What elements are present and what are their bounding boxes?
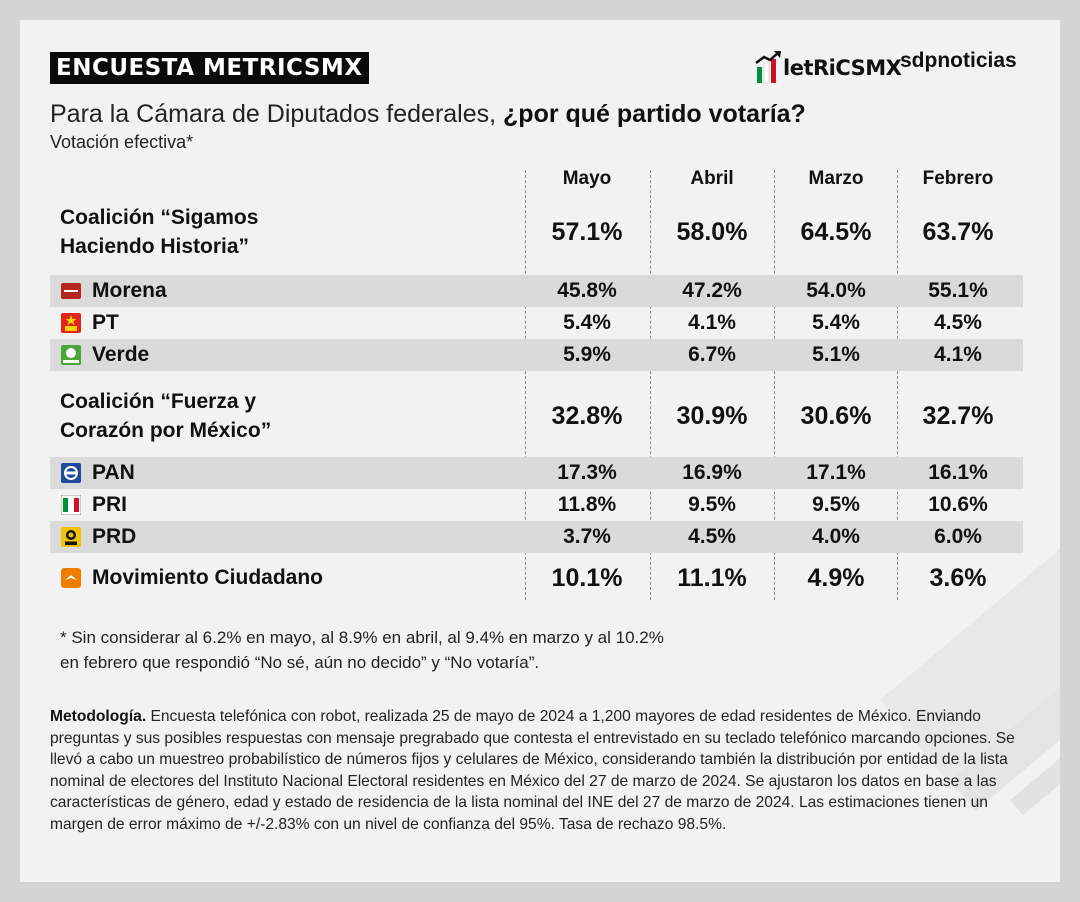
value-marzo: 4.9% [807,564,865,592]
value-marzo: 5.1% [812,343,860,366]
value-mayo: 45.8% [557,279,617,302]
coalition-label-line: Haciendo Historia” [60,235,250,258]
value-abril: 11.1% [677,564,747,592]
pri-icon [61,495,81,515]
coalition-row [50,202,1023,262]
party-label: PRI [92,493,128,516]
value-febrero: 55.1% [928,279,988,302]
page-title [50,100,806,129]
value-febrero: 6.0% [934,525,982,548]
value-abril: 58.0% [676,218,748,246]
value-febrero: 10.6% [928,493,988,516]
coalition-label [60,202,258,262]
value-marzo: 17.1% [806,461,866,484]
value-marzo: 54.0% [806,279,866,302]
column-header-abril: Abril [690,168,734,189]
column-header-marzo: Marzo [808,168,864,189]
party-label: PAN [92,461,135,484]
methodology-label: Metodología. [50,708,147,725]
prd-icon [61,527,81,547]
coalition-label-line: Coalición “Sigamos [60,206,259,229]
value-mayo: 3.7% [563,525,611,548]
value-febrero: 3.6% [929,564,987,592]
party-row [50,561,1023,595]
party-label: Morena [92,279,167,302]
value-abril: 4.5% [688,525,736,548]
value-abril: 16.9% [682,461,742,484]
value-marzo: 9.5% [812,493,860,516]
party-label: Movimiento Ciudadano [92,566,323,589]
coalition-label [60,386,271,446]
verde-icon [61,345,81,365]
value-abril: 30.9% [676,402,748,430]
poll-card [20,20,1060,882]
footnote-line: en febrero que respondió “No sé, aún no decido” y “No votaría”. [60,653,540,672]
value-marzo: 64.5% [800,218,872,246]
party-row [50,521,1023,553]
value-mayo: 17.3% [557,461,617,484]
value-abril: 47.2% [682,279,742,302]
value-abril: 6.7% [688,343,736,366]
party-row [50,339,1023,371]
methodology-text: Encuesta telefónica con robot, realizada 25 de mayo de 2024 a 1,200 mayores de edad residentes de México. Enviando preguntas y sus posibles respuestas con mensaje pregrabado que contesta el entrevistado en su teclado telefónico marcando opciones. Se llevó a cabo un muestreo probabilístico de números fijos y celulares de México, considerando también la distribución por entidad de la lista nominal de electores del Instituto Nacional Electoral residentes en México del 27 de marzo de 2024. Se ajustaron los datos en base a las características de género, edad y estado de residencia de la lista nominal del INE del 27 de marzo de 2024. Las estimaciones tienen un margen de error máximo de +/-2.83% con un nivel de confianza del 95%. Tasa de rechazo 98.5%. [50,708,1015,833]
metricsmx-logo [755,50,901,86]
value-febrero: 63.7% [922,218,994,246]
pan-icon [61,463,81,483]
value-mayo: 32.8% [551,402,623,430]
coalition-label-line: Corazón por México” [60,419,272,442]
sdpnoticias-logo: sdpnoticias [900,49,1017,72]
party-row [50,307,1023,339]
morena-icon [61,281,81,301]
column-header-mayo: Mayo [562,168,612,189]
title-prefix: Para la Cámara de Diputados federales, [50,100,504,128]
value-mayo: 10.1% [551,564,623,592]
party-label: PRD [92,525,137,548]
value-mayo: 5.4% [563,311,611,334]
methodology [50,706,1040,835]
value-febrero: 4.1% [934,343,982,366]
coalition-row [50,386,1023,446]
party-label: PT [92,311,119,334]
footnote-line: * Sin considerar al 6.2% en mayo, al 8.9% en abril, al 9.4% en marzo y al 10.2% [60,628,664,647]
party-row [50,275,1023,307]
value-marzo: 5.4% [812,311,860,334]
survey-badge: ENCUESTA METRICSMX [50,52,369,84]
value-febrero: 32.7% [922,402,994,430]
party-row [50,489,1023,521]
party-row [50,457,1023,489]
title-question: ¿por qué partido votaría? [503,100,806,128]
value-marzo: 30.6% [800,402,872,430]
metricsmx-chart-icon [755,51,781,85]
value-febrero: 16.1% [928,461,988,484]
page-subtitle: Votación efectiva* [50,132,194,152]
mc-icon [61,568,81,588]
value-abril: 9.5% [688,493,736,516]
coalition-label-line: Coalición “Fuerza y [60,390,257,413]
value-mayo: 11.8% [557,493,617,516]
pt-icon [61,313,81,333]
value-febrero: 4.5% [934,311,982,334]
value-abril: 4.1% [688,311,736,334]
footnote [60,625,664,675]
party-label: Verde [92,343,150,366]
value-marzo: 4.0% [812,525,860,548]
value-mayo: 57.1% [551,218,623,246]
column-header-febrero: Febrero [922,168,994,189]
metricsmx-logo-text: letRiCSMX [783,56,902,80]
value-mayo: 5.9% [563,343,611,366]
